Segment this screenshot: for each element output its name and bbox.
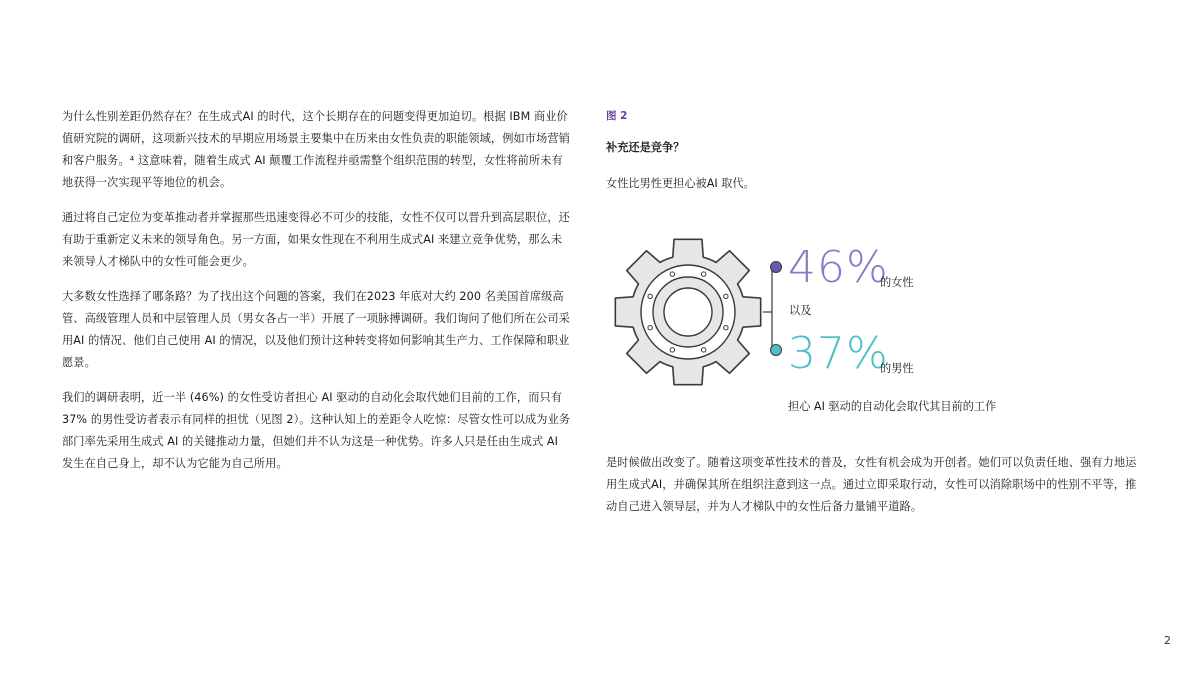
conclusion-text [606, 452, 1146, 518]
men-marker-dot [771, 345, 782, 356]
women-label: 的女性 [880, 276, 914, 289]
paragraph: 我们的调研表明，近一半 (46%) 的女性受访者担心 AI 驱动的自动化会取代她们目前的工作，而只有 37% 的男性受访者表示有同样的担忧（见图 2）。这种认知上的差距令人吃惊：尽管女性可以成为业务部门率先采用生成式 AI 的关键推动力量，但她们并不认为这是一种优势。许多人只是任由生成式 AI 发生在自己身上，却不认为它能为自己所用。 [62, 391, 571, 470]
men-percent: 37% [788, 328, 889, 379]
body-text [62, 106, 572, 488]
paragraph: 是时候做出改变了。随着这项变革性技术的普及，女性有机会成为开创者。她们可以负责任地、强有力地运用生成式AI，并确保其所在组织注意到这一点。通过立即采取行动，女性可以消除职场中的性别不平等，推动自己进入领导层，并为人才梯队中的女性后备力量铺平道路。 [606, 456, 1137, 513]
gear-icon [604, 238, 804, 398]
paragraph: 大多数女性选择了哪条路？为了找出这个问题的答案，我们在2023 年底对大约 200 名美国首席级高管、高级管理人员和中层管理人员（男女各占一半）开展了一项脉搏调研。我们询问了他们所在公司采用AI 的情况、他们自己使用 AI 的情况，以及他们预计这种转变将如何影响其生产力、工作保障和职业愿景。 [62, 290, 570, 369]
women-marker-dot [771, 262, 782, 273]
gear-bolt [724, 294, 728, 298]
gear-bolt [648, 294, 652, 298]
figure-subtitle: 女性比男性更担心被AI 取代。 [606, 177, 755, 190]
gear-bolt [701, 272, 705, 276]
figure-caption: 担心 AI 驱动的自动化会取代其目前的工作 [788, 400, 997, 413]
figure-header [606, 108, 1146, 191]
gear-bolt [670, 272, 674, 276]
infographic [604, 238, 1084, 398]
page-number: 2 [1164, 634, 1171, 647]
gear-bolt [670, 348, 674, 352]
men-label: 的男性 [880, 362, 914, 375]
gear-bolt [724, 325, 728, 329]
women-percent: 46% [788, 242, 889, 293]
figure-label: 图 2 [606, 110, 628, 122]
figure-title: 补充还是竞争？ [606, 141, 685, 154]
gear-bolt [648, 325, 652, 329]
paragraph: 通过将自己定位为变革推动者并掌握那些迅速变得必不可少的技能，女性不仅可以晋升到高层职位，还有助于重新定义未来的领导角色。另一方面，如果女性现在不利用生成式AI 来建立竞争优势，那么未来领导人才梯队中的女性可能会更少。 [62, 211, 570, 268]
paragraph: 为什么性别差距仍然存在？在生成式AI 的时代，这个长期存在的问题变得更加迫切。根据 IBM 商业价值研究院的调研，这项新兴技术的早期应用场景主要集中在历来由女性负责的职能领域，例如市场营销和客户服务。⁴ 这意味着，随着生成式 AI 颠覆工作流程并亟需整个组织范围的转型，女性将前所未有地获得一次实现平等地位的机会。 [62, 110, 570, 189]
gear-center [664, 288, 712, 336]
and-text: 以及 [789, 304, 812, 317]
gear-bolt [701, 348, 705, 352]
